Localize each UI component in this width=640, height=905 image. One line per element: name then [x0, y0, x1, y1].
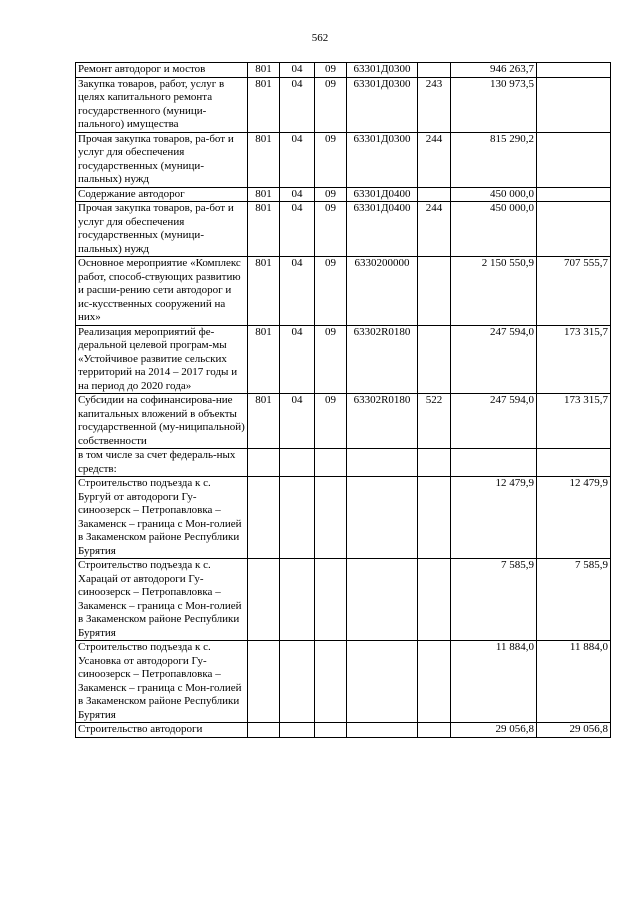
- subsection-code: 09: [315, 77, 347, 132]
- subsection-code: 09: [315, 325, 347, 394]
- amount-total: 7 585,9: [451, 559, 537, 641]
- target-article-code: 63301Д0400: [347, 187, 418, 202]
- expense-type-code: [418, 559, 451, 641]
- target-article-code: [347, 477, 418, 559]
- row-name: Содержание автодорог: [76, 187, 248, 202]
- amount-total: 12 479,9: [451, 477, 537, 559]
- ministry-code: [248, 477, 280, 559]
- expense-type-code: [418, 449, 451, 477]
- target-article-code: 63301Д0300: [347, 77, 418, 132]
- expense-type-code: [418, 477, 451, 559]
- expense-type-code: [418, 723, 451, 738]
- section-code: [280, 641, 315, 723]
- ministry-code: 801: [248, 325, 280, 394]
- row-name: Ремонт автодорог и мостов: [76, 63, 248, 78]
- target-article-code: 63301Д0400: [347, 202, 418, 257]
- amount-total: 247 594,0: [451, 325, 537, 394]
- amount-federal: [537, 63, 611, 78]
- subsection-code: [315, 723, 347, 738]
- expense-type-code: 244: [418, 202, 451, 257]
- amount-total: 2 150 550,9: [451, 257, 537, 326]
- section-code: [280, 477, 315, 559]
- expense-type-code: [418, 187, 451, 202]
- table-row: [76, 187, 611, 202]
- table-row: [76, 63, 611, 78]
- target-article-code: 63302R0180: [347, 325, 418, 394]
- row-name: Реализация мероприятий фе-деральной целевой програм-мы «Устойчивое развитие сельских территорий на 2014 – 2017 годы и на период до 2020 года»: [76, 325, 248, 394]
- subsection-code: 09: [315, 202, 347, 257]
- row-name: Строительство подъезда к с. Харацай от автодороги Гу-синоозерск – Петропавловка – Закаменск – граница с Мон-голией в Закаменском районе Республики Бурятия: [76, 559, 248, 641]
- row-name: Строительство автодороги: [76, 723, 248, 738]
- ministry-code: 801: [248, 394, 280, 449]
- amount-total: 450 000,0: [451, 187, 537, 202]
- ministry-code: 801: [248, 187, 280, 202]
- budget-table-body: [76, 63, 611, 738]
- subsection-code: 09: [315, 63, 347, 78]
- amount-federal: 173 315,7: [537, 394, 611, 449]
- expense-type-code: [418, 257, 451, 326]
- table-row: [76, 132, 611, 187]
- expense-type-code: 522: [418, 394, 451, 449]
- target-article-code: [347, 449, 418, 477]
- target-article-code: 63301Д0300: [347, 132, 418, 187]
- section-code: 04: [280, 394, 315, 449]
- table-row: [76, 449, 611, 477]
- row-name: Строительство подъезда к с. Усановка от автодороги Гу-синоозерск – Петропавловка – Закаменск – граница с Мон-голией в Закаменском районе Республики Бурятия: [76, 641, 248, 723]
- subsection-code: [315, 559, 347, 641]
- section-code: 04: [280, 325, 315, 394]
- amount-federal: [537, 77, 611, 132]
- expense-type-code: [418, 641, 451, 723]
- table-row: [76, 477, 611, 559]
- target-article-code: [347, 723, 418, 738]
- subsection-code: [315, 477, 347, 559]
- ministry-code: 801: [248, 202, 280, 257]
- amount-federal: [537, 132, 611, 187]
- target-article-code: 6330200000: [347, 257, 418, 326]
- amount-federal: [537, 187, 611, 202]
- amount-federal: [537, 449, 611, 477]
- expense-type-code: [418, 325, 451, 394]
- table-row: [76, 723, 611, 738]
- amount-federal: 29 056,8: [537, 723, 611, 738]
- amount-total: 450 000,0: [451, 202, 537, 257]
- ministry-code: [248, 449, 280, 477]
- amount-federal: 12 479,9: [537, 477, 611, 559]
- row-name: Прочая закупка товаров, ра-бот и услуг для обеспечения государственных (муници-пальных) нужд: [76, 202, 248, 257]
- section-code: 04: [280, 187, 315, 202]
- row-name: Прочая закупка товаров, ра-бот и услуг для обеспечения государственных (муници-пальных) нужд: [76, 132, 248, 187]
- row-name: Субсидии на софинансирова-ние капитальных вложений в объекты государственной (му-ниципальной) собственности: [76, 394, 248, 449]
- table-row: [76, 394, 611, 449]
- ministry-code: [248, 559, 280, 641]
- subsection-code: 09: [315, 187, 347, 202]
- section-code: 04: [280, 202, 315, 257]
- page-number: 562: [311, 32, 329, 44]
- ministry-code: [248, 723, 280, 738]
- subsection-code: 09: [315, 257, 347, 326]
- amount-total: 29 056,8: [451, 723, 537, 738]
- expense-type-code: 244: [418, 132, 451, 187]
- ministry-code: 801: [248, 257, 280, 326]
- section-code: 04: [280, 257, 315, 326]
- ministry-code: [248, 641, 280, 723]
- subsection-code: [315, 641, 347, 723]
- section-code: [280, 723, 315, 738]
- row-name: Закупка товаров, работ, услуг в целях капитального ремонта государственного (муници-пального) имущества: [76, 77, 248, 132]
- target-article-code: [347, 559, 418, 641]
- amount-total: 815 290,2: [451, 132, 537, 187]
- amount-total: 247 594,0: [451, 394, 537, 449]
- amount-federal: [537, 202, 611, 257]
- target-article-code: 63302R0180: [347, 394, 418, 449]
- section-code: [280, 449, 315, 477]
- row-name: Основное мероприятие «Комплекс работ, способ-ствующих развитию и расши-рению сети автодорог и ис-кусственных сооружений на них»: [76, 257, 248, 326]
- amount-federal: 7 585,9: [537, 559, 611, 641]
- amount-federal: 707 555,7: [537, 257, 611, 326]
- budget-table: [75, 62, 611, 738]
- target-article-code: 63301Д0300: [347, 63, 418, 78]
- row-name: в том числе за счет федераль-ных средств:: [76, 449, 248, 477]
- ministry-code: 801: [248, 132, 280, 187]
- table-row: [76, 325, 611, 394]
- table-row: [76, 202, 611, 257]
- subsection-code: 09: [315, 132, 347, 187]
- row-name: Строительство подъезда к с. Бургуй от автодороги Гу-синоозерск – Петропавловка – Закаменск – граница с Мон-голией в Закаменском районе Республики Бурятия: [76, 477, 248, 559]
- subsection-code: [315, 449, 347, 477]
- section-code: 04: [280, 63, 315, 78]
- target-article-code: [347, 641, 418, 723]
- table-row: [76, 77, 611, 132]
- amount-total: 11 884,0: [451, 641, 537, 723]
- expense-type-code: 243: [418, 77, 451, 132]
- section-code: [280, 559, 315, 641]
- amount-federal: 173 315,7: [537, 325, 611, 394]
- amount-total: 130 973,5: [451, 77, 537, 132]
- table-row: [76, 641, 611, 723]
- amount-total: 946 263,7: [451, 63, 537, 78]
- ministry-code: 801: [248, 77, 280, 132]
- table-row: [76, 257, 611, 326]
- ministry-code: 801: [248, 63, 280, 78]
- section-code: 04: [280, 77, 315, 132]
- expense-type-code: [418, 63, 451, 78]
- amount-total: [451, 449, 537, 477]
- section-code: 04: [280, 132, 315, 187]
- subsection-code: 09: [315, 394, 347, 449]
- amount-federal: 11 884,0: [537, 641, 611, 723]
- table-row: [76, 559, 611, 641]
